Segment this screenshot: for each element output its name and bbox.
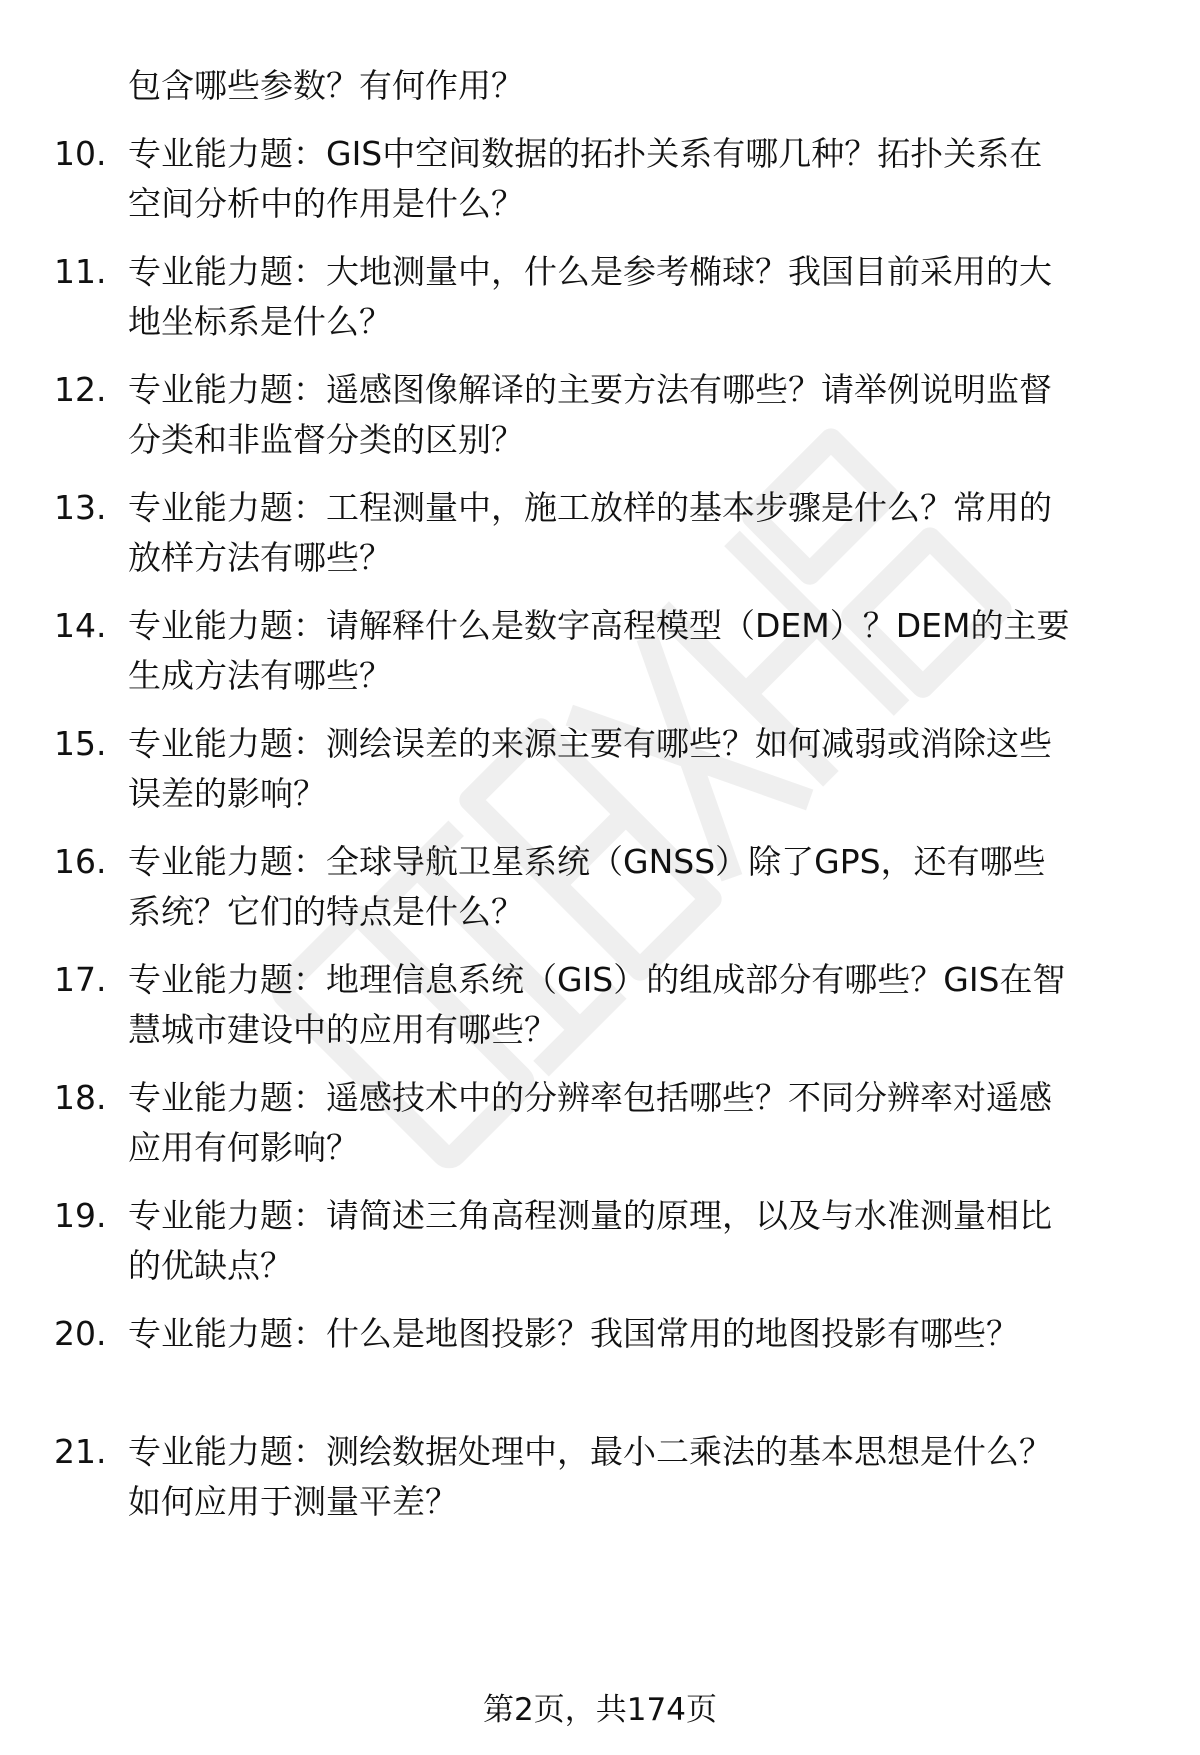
question-text-line: 如何应用于测量平差？ — [128, 1482, 458, 1521]
question-text-line: 的优缺点？ — [128, 1246, 293, 1285]
question-number: 11. — [54, 252, 107, 291]
question-text-line: 专业能力题：工程测量中，施工放样的基本步骤是什么？常用的 — [128, 488, 1052, 527]
question-text-line: 应用有何影响？ — [128, 1128, 359, 1167]
question-number: 14. — [54, 606, 107, 645]
question-number: 10. — [54, 134, 107, 173]
question-number: 17. — [54, 960, 107, 999]
question-number: 21. — [54, 1432, 107, 1471]
continued-question-text: 包含哪些参数？有何作用？ — [128, 66, 524, 105]
question-number: 19. — [54, 1196, 107, 1235]
question-number: 12. — [54, 370, 107, 409]
question-text-line: 专业能力题：遥感图像解译的主要方法有哪些？请举例说明监督 — [128, 370, 1052, 409]
question-text-line: 地坐标系是什么？ — [128, 302, 392, 341]
page-footer: 第2页，共174页 — [483, 1692, 717, 1728]
question-text-line: 系统？它们的特点是什么？ — [128, 892, 524, 931]
question-text-line: 专业能力题：测绘误差的来源主要有哪些？如何减弱或消除这些 — [128, 724, 1052, 763]
question-number: 16. — [54, 842, 107, 881]
question-text-line: 专业能力题：大地测量中，什么是参考椭球？我国目前采用的大 — [128, 252, 1052, 291]
question-text-line: 专业能力题：GIS中空间数据的拓扑关系有哪几种？拓扑关系在 — [128, 134, 1043, 173]
question-text-line: 专业能力题：遥感技术中的分辨率包括哪些？不同分辨率对遥感 — [128, 1078, 1052, 1117]
question-number: 18. — [54, 1078, 107, 1117]
question-text-line: 专业能力题：地理信息系统（GIS）的组成部分有哪些？GIS在智 — [128, 960, 1066, 999]
question-text-line: 专业能力题：全球导航卫星系统（GNSS）除了GPS，还有哪些 — [128, 842, 1046, 881]
question-number: 20. — [54, 1314, 107, 1353]
question-text-line: 空间分析中的作用是什么？ — [128, 184, 524, 223]
question-text-line: 专业能力题：请解释什么是数字高程模型（DEM）？DEM的主要 — [128, 606, 1070, 645]
question-text-line: 误差的影响？ — [128, 774, 326, 813]
question-text-line: 慧城市建设中的应用有哪些？ — [128, 1010, 557, 1049]
question-text-line: 专业能力题：测绘数据处理中，最小二乘法的基本思想是什么？ — [128, 1432, 1052, 1471]
question-text-line: 专业能力题：请简述三角高程测量的原理，以及与水准测量相比 — [128, 1196, 1052, 1235]
question-number: 15. — [54, 724, 107, 763]
question-text-line: 分类和非监督分类的区别？ — [128, 420, 524, 459]
question-text-line: 放样方法有哪些？ — [128, 538, 392, 577]
question-text-line: 生成方法有哪些？ — [128, 656, 392, 695]
question-text-line: 专业能力题：什么是地图投影？我国常用的地图投影有哪些？ — [128, 1314, 1019, 1353]
question-number: 13. — [54, 488, 107, 527]
